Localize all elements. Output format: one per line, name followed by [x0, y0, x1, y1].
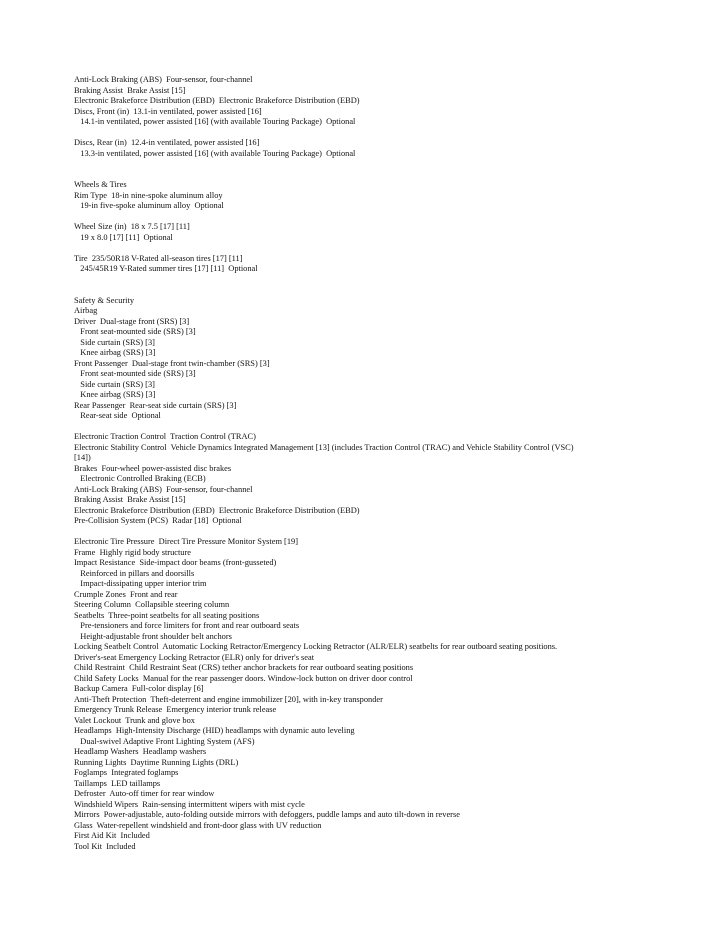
- spec-line: Safety & Security: [74, 295, 135, 305]
- spec-line: Tire 235/50R18 V-Rated all-season tires [17] [11]: [74, 253, 243, 263]
- spec-line: Glass Water-repellent windshield and front-door glass with UV reduction: [74, 820, 322, 830]
- blank-line: [74, 527, 694, 538]
- spec-line: Impact Resistance Side-impact door beams (front-gusseted): [74, 558, 277, 567]
- spec-line: [14]): [74, 453, 91, 462]
- spec-block: [74, 222, 694, 243]
- spec-line: Discs, Front (in) 13.1-in ventilated, power assisted [16]: [74, 106, 262, 116]
- spec-line: Airbag: [74, 306, 98, 315]
- spec-line: Child Safety Locks Manual for the rear passenger doors. Window-lock button on driver door control: [74, 673, 413, 683]
- spec-line: Side curtain (SRS) [3]: [74, 337, 155, 347]
- spec-line: Locking Seatbelt Control Automatic Locking Retractor/Emergency Locking Retractor (ALR/ELR) seatbelts for rear outboard seating positions.: [74, 642, 558, 651]
- spec-line: Wheels & Tires: [74, 180, 127, 189]
- spec-line: Front seat-mounted side (SRS) [3]: [74, 327, 196, 336]
- spec-line: Steering Column Collapsible steering column: [74, 600, 230, 609]
- spec-line: Impact-dissipating upper interior trim: [74, 579, 207, 588]
- spec-line: Knee airbag (SRS) [3]: [74, 390, 156, 399]
- spec-line: Driver's-seat Emergency Locking Retractor (ELR) only for driver's seat: [74, 652, 315, 662]
- spec-line: Seatbelts Three-point seatbelts for all seating positions: [74, 610, 260, 620]
- spec-line: Child Restraint Child Restraint Seat (CRS) tether anchor brackets for rear outboard seating positions: [74, 663, 414, 672]
- spec-line: Mirrors Power-adjustable, auto-folding outside mirrors with defoggers, puddle lamps and auto tilt-down in reverse: [74, 810, 460, 819]
- spec-line: Crumple Zones Front and rear: [74, 589, 178, 599]
- blank-line: [74, 243, 694, 254]
- spec-line: Tool Kit Included: [74, 841, 136, 851]
- spec-line: Electronic Stability Control Vehicle Dynamics Integrated Management [13] (includes Traction Control (TRAC) and Vehicle Stability Control (VSC): [74, 442, 574, 452]
- spec-line: Driver Dual-stage front (SRS) [3]: [74, 316, 190, 326]
- blank-line: [74, 212, 694, 223]
- spec-line: 19-in five-spoke aluminum alloy Optional: [74, 201, 224, 210]
- spec-block: [74, 432, 694, 527]
- blank-line: [74, 275, 694, 286]
- spec-line: Valet Lockout Trunk and glove box: [74, 715, 195, 725]
- blank-line: [74, 285, 694, 296]
- spec-block: [74, 254, 694, 275]
- spec-line: 13.3-in ventilated, power assisted [16] (with available Touring Package) Optional: [74, 148, 356, 158]
- spec-line: Brakes Four-wheel power-assisted disc brakes: [74, 463, 232, 473]
- blank-line: [74, 170, 694, 181]
- spec-line: Taillamps LED taillamps: [74, 778, 161, 788]
- spec-line: Pre-Collision System (PCS) Radar [18] Optional: [74, 516, 242, 525]
- spec-line: Dual-swivel Adaptive Front Lighting System (AFS): [74, 736, 255, 746]
- spec-block: [74, 75, 694, 128]
- spec-line: Running Lights Daytime Running Lights (DRL): [74, 757, 239, 767]
- spec-line: Headlamps High-Intensity Discharge (HID) headlamps with dynamic auto leveling: [74, 726, 355, 735]
- spec-line: Pre-tensioners and force limiters for front and rear outboard seats: [74, 621, 300, 630]
- spec-line: Defroster Auto-off timer for rear window: [74, 789, 215, 798]
- spec-line: Wheel Size (in) 18 x 7.5 [17] [11]: [74, 222, 190, 231]
- spec-line: Electronic Traction Control Traction Control (TRAC): [74, 432, 256, 441]
- spec-line: Anti-Lock Braking (ABS) Four-sensor, four-channel: [74, 75, 253, 84]
- spec-line: Frame Highly rigid body structure: [74, 547, 191, 557]
- spec-line: Reinforced in pillars and doorsills: [74, 568, 195, 578]
- spec-block: [74, 537, 694, 852]
- spec-line: Braking Assist Brake Assist [15]: [74, 495, 186, 504]
- spec-block: [74, 180, 694, 212]
- spec-line: Anti-Lock Braking (ABS) Four-sensor, four-channel: [74, 484, 253, 494]
- spec-line: Side curtain (SRS) [3]: [74, 379, 155, 389]
- spec-line: Backup Camera Full-color display [6]: [74, 684, 204, 693]
- spec-line: Front Passenger Dual-stage front twin-chamber (SRS) [3]: [74, 358, 270, 368]
- spec-line: Foglamps Integrated foglamps: [74, 768, 179, 777]
- spec-line: First Aid Kit Included: [74, 831, 150, 840]
- spec-line: Discs, Rear (in) 12.4-in ventilated, power assisted [16]: [74, 138, 260, 147]
- spec-line: Emergency Trunk Release Emergency interior trunk release: [74, 705, 277, 714]
- spec-line: Front seat-mounted side (SRS) [3]: [74, 369, 196, 378]
- spec-document: [74, 75, 694, 852]
- spec-line: Electronic Brakeforce Distribution (EBD) Electronic Brakeforce Distribution (EBD): [74, 505, 360, 515]
- blank-line: [74, 159, 694, 170]
- spec-line: Electronic Controlled Braking (ECB): [74, 474, 206, 483]
- spec-block: [74, 138, 694, 159]
- spec-line: Headlamp Washers Headlamp washers: [74, 747, 207, 756]
- spec-line: 14.1-in ventilated, power assisted [16] (with available Touring Package) Optional: [74, 117, 356, 126]
- spec-line: Height-adjustable front shoulder belt anchors: [74, 631, 232, 641]
- blank-line: [74, 422, 694, 433]
- spec-line: Electronic Brakeforce Distribution (EBD) Electronic Brakeforce Distribution (EBD): [74, 96, 360, 105]
- spec-block: [74, 296, 694, 422]
- spec-line: 245/45R19 Y-Rated summer tires [17] [11] Optional: [74, 264, 258, 273]
- spec-line: Knee airbag (SRS) [3]: [74, 348, 156, 357]
- spec-line: 19 x 8.0 [17] [11] Optional: [74, 232, 173, 242]
- spec-line: Anti-Theft Protection Theft-deterrent and engine immobilizer [20], with in-key transponder: [74, 694, 383, 704]
- blank-line: [74, 128, 694, 139]
- spec-line: Rear-seat side Optional: [74, 411, 161, 420]
- spec-line: Electronic Tire Pressure Direct Tire Pressure Monitor System [19]: [74, 537, 299, 546]
- spec-line: Windshield Wipers Rain-sensing intermittent wipers with mist cycle: [74, 799, 305, 809]
- spec-line: Rim Type 18-in nine-spoke aluminum alloy: [74, 190, 223, 200]
- spec-line: Braking Assist Brake Assist [15]: [74, 85, 186, 95]
- spec-line: Rear Passenger Rear-seat side curtain (SRS) [3]: [74, 400, 237, 410]
